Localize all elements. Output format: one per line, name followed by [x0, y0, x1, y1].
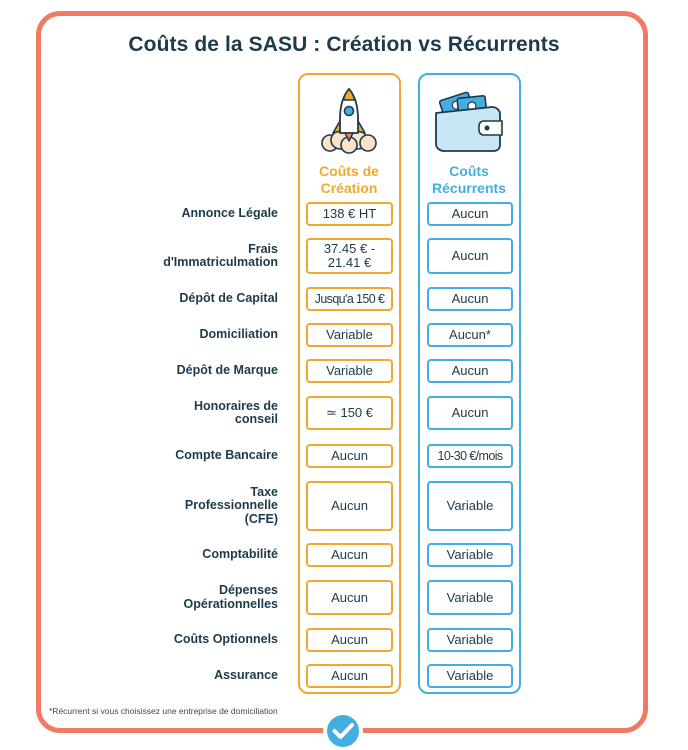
- creation-cost-cell: Aucun: [306, 481, 393, 531]
- recurring-cost-cell: Aucun*: [427, 323, 513, 347]
- recurring-cost-cell: Aucun: [427, 359, 513, 383]
- creation-cost-cell: Aucun: [306, 580, 393, 615]
- recurring-cost-cell: Aucun: [427, 287, 513, 311]
- creation-cost-cell: ≃ 150 €: [306, 396, 393, 430]
- checkmark-badge-icon: [320, 708, 366, 750]
- creation-cost-cell: Jusqu'a 150 €: [306, 287, 393, 311]
- row-label: Honoraires de conseil: [193, 398, 278, 426]
- row-label: Compte Bancaire: [175, 448, 278, 463]
- row-label: Annonce Légale: [181, 206, 278, 221]
- wallet-icon: [420, 83, 518, 155]
- recurring-cost-cell: Aucun: [427, 396, 513, 430]
- creation-cost-cell: Aucun: [306, 628, 393, 652]
- recurring-cost-cell: Aucun: [427, 238, 513, 274]
- recurring-cost-cell: Variable: [427, 664, 513, 688]
- recurring-cost-cell: Variable: [427, 628, 513, 652]
- row-label: Coûts Optionnels: [173, 632, 278, 647]
- creation-cost-cell: Variable: [306, 359, 393, 383]
- creation-cost-cell: 37.45 € - 21.41 €: [306, 238, 393, 274]
- row-label: Domiciliation: [199, 327, 278, 342]
- recurring-cost-cell: Aucun: [427, 202, 513, 226]
- row-label: Comptabilité: [202, 547, 278, 562]
- creation-cost-cell: Aucun: [306, 444, 393, 468]
- row-label: Taxe Professionnelle (CFE): [184, 484, 278, 526]
- row-label: Dépôt de Capital: [179, 291, 278, 306]
- row-label: Frais d'Immatriculmation: [163, 241, 278, 269]
- page-title: Coûts de la SASU : Création vs Récurrents: [128, 33, 560, 56]
- creation-cost-cell: Aucun: [306, 543, 393, 567]
- row-label: Assurance: [214, 668, 278, 683]
- rocket-icon: [300, 83, 398, 155]
- row-label: Dépenses Opérationnelles: [183, 583, 278, 611]
- recurring-cost-cell: Variable: [427, 481, 513, 531]
- recurring-cost-cell: Variable: [427, 580, 513, 615]
- footnote: *Récurrent si vous choisissez une entreprise de domiciliation: [49, 706, 278, 716]
- row-label: Dépôt de Marque: [176, 363, 278, 378]
- creation-column-header: Coûts de Création: [319, 163, 379, 196]
- recurring-cost-cell: Variable: [427, 543, 513, 567]
- recurring-cost-cell: 10-30 €/mois: [427, 444, 513, 468]
- creation-cost-cell: 138 € HT: [306, 202, 393, 226]
- creation-cost-cell: Variable: [306, 323, 393, 347]
- recurring-column-header: Coûts Récurrents: [432, 163, 506, 196]
- creation-cost-cell: Aucun: [306, 664, 393, 688]
